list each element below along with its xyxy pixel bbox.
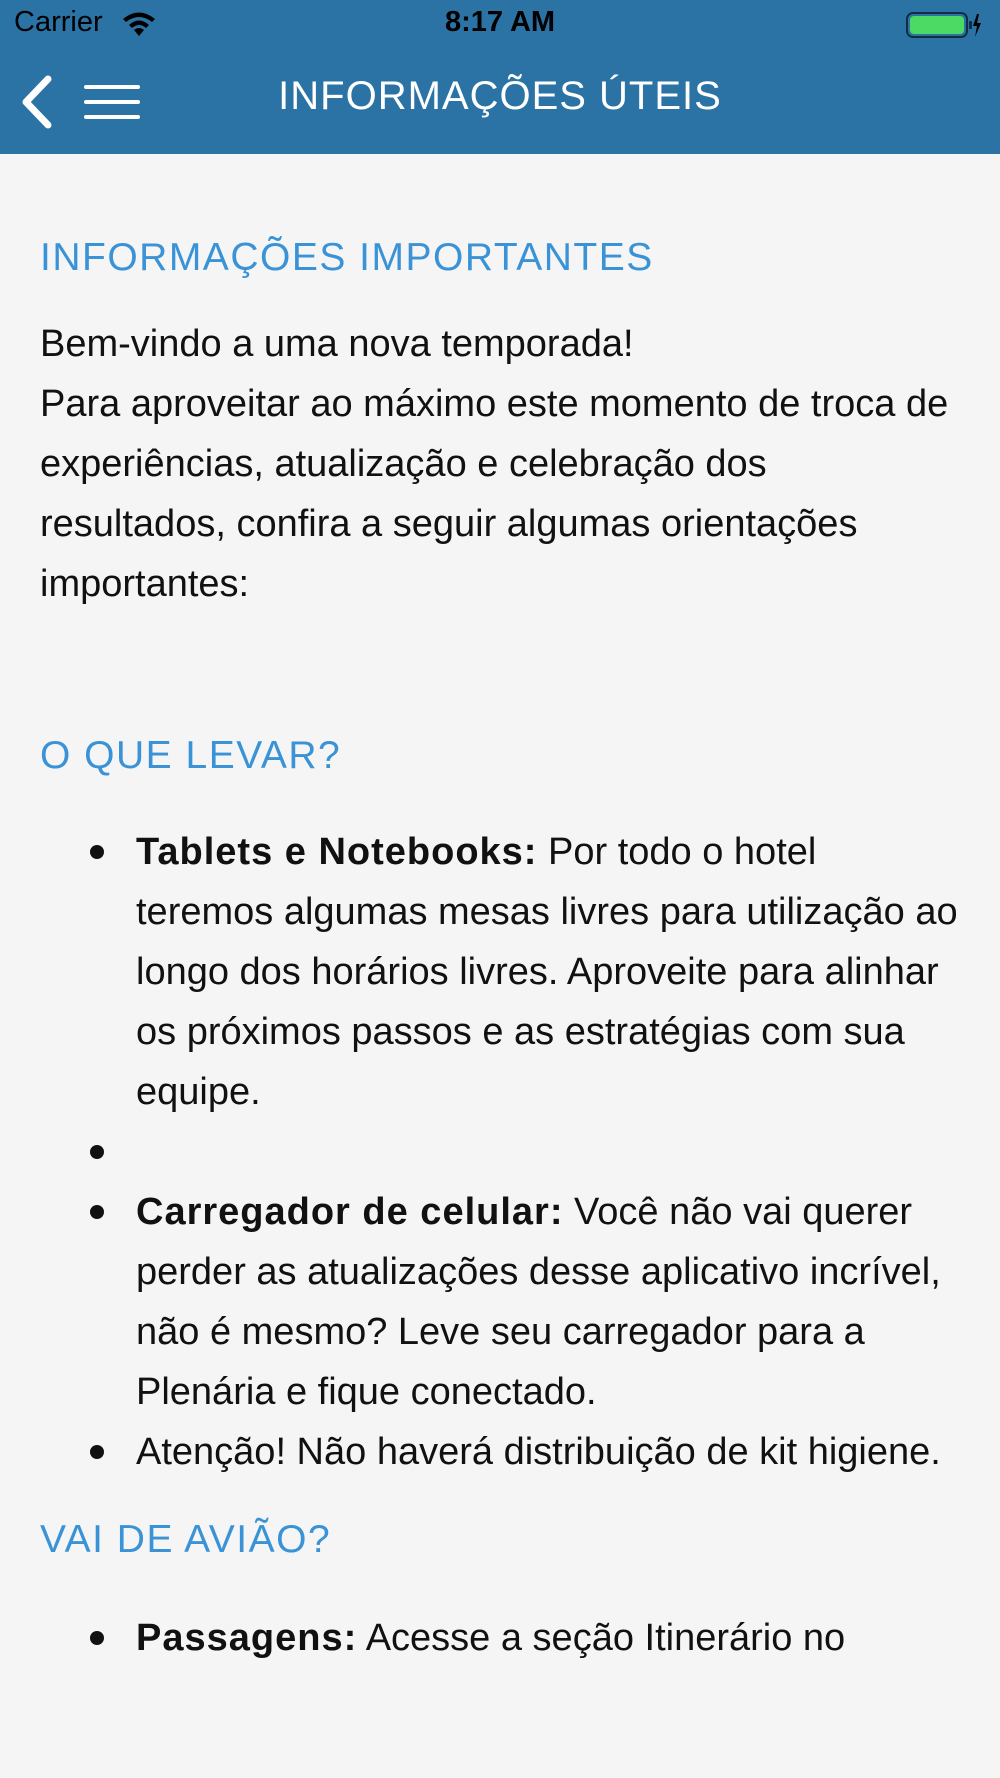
list-item (40, 1122, 960, 1182)
status-bar (0, 0, 1000, 52)
list-item (40, 822, 960, 1122)
main-content (40, 154, 960, 1668)
by-plane-list (40, 1608, 960, 1668)
status-time: 8:17 AM (444, 6, 556, 38)
welcome-text: Bem-vindo a uma nova temporada! (40, 323, 634, 365)
section-heading-what-to-bring: O QUE LEVAR? (40, 734, 342, 777)
list-item (40, 1422, 960, 1482)
list-item (40, 1182, 960, 1422)
navigation-bar (0, 52, 1000, 154)
list-item-text: Atenção! Não haverá distribuição de kit higiene. (136, 1431, 941, 1473)
list-item (40, 1608, 960, 1668)
section-heading-important: INFORMAÇÕES IMPORTANTES (40, 236, 654, 279)
list-item-text: Acesse a seção Itinerário no (357, 1617, 846, 1659)
what-to-bring-list (40, 822, 960, 1482)
list-item-title: Passagens: (136, 1617, 358, 1659)
list-item-text: Por todo o hotel teremos algumas mesas livres para utilização ao longo dos horários livres. Aproveite para alinhar os próximos passos e as estratégias com sua equipe. (136, 831, 958, 1113)
carrier-label: Carrier (14, 6, 103, 38)
section-heading-by-plane: VAI DE AVIÃO? (40, 1518, 332, 1561)
intro-text: Para aproveitar ao máximo este momento de troca de experiências, atualização e celebração dos resultados, confira a seguir algumas orientações importantes: (40, 383, 949, 605)
list-item-text: Você não vai querer perder as atualizações desse aplicativo incrível, não é mesmo? Leve seu carregador para a Plenária e fique conectado. (136, 1191, 941, 1413)
intro-paragraph (40, 314, 960, 614)
page-title: INFORMAÇÕES ÚTEIS (278, 74, 722, 118)
list-item-title: Tablets e Notebooks: (136, 831, 538, 873)
battery-icon (906, 11, 982, 39)
app-header (0, 0, 1000, 154)
list-item-title: Carregador de celular: (136, 1191, 564, 1233)
